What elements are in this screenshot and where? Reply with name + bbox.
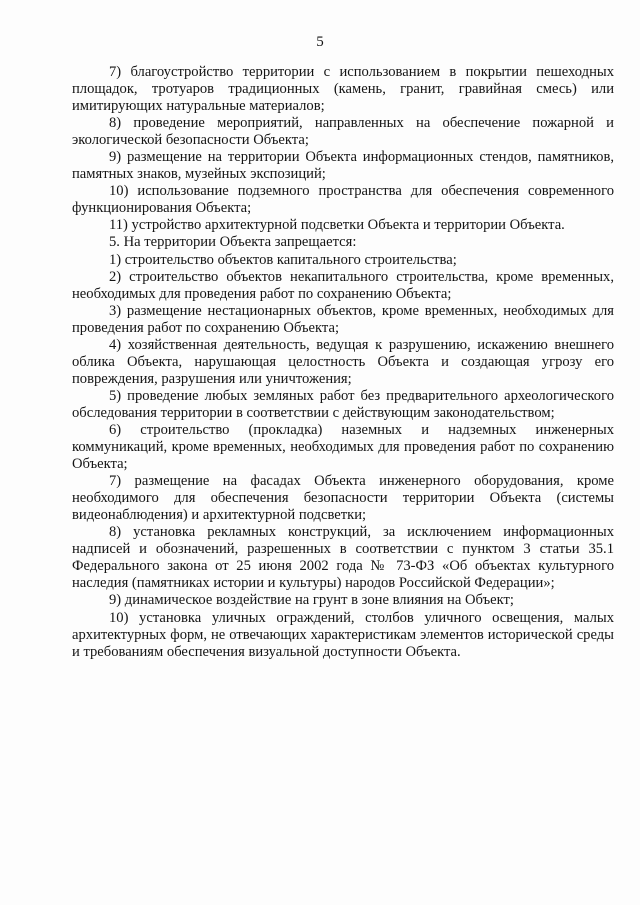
document-body (72, 64, 614, 661)
paragraph-capital-construction: 1) строительство объектов капитального строительства; (109, 251, 457, 268)
paragraph-advertising-structures: 8) установка рекламных конструкций, за исключением информационных надписей и обозначений, разрешенных в соответствии с пунктом 3 статьи 35.1 Федерального закона от 25 июня 2002 года № 73-ФЗ «Об объектах культурного наследия (памятниках истории и культуры) народов Российской Федерации»; (72, 524, 614, 592)
paragraph-earthworks: 5) проведение любых земляных работ без предварительного археологического обследования территории в соответствии с действующим законодательством; (72, 387, 614, 421)
paragraph-improvement-paving: 7) благоустройство территории с использованием в покрытии пешеходных площадок, тротуаров традиционных (камень, гранит, гравийная смесь) или имитирующих натуральные материалов; (72, 64, 614, 115)
paragraph-non-capital-construction: 2) строительство объектов некапитального строительства, кроме временных, необходимых для проведения работ по сохранению Объекта; (72, 268, 614, 302)
paragraph-architectural-lighting: 11) устройство архитектурной подсветки Объекта и территории Объекта. (109, 217, 565, 234)
paragraph-info-stands: 9) размещение на территории Объекта информационных стендов, памятников, памятных знаков, музейных экспозиций; (72, 149, 614, 183)
paragraph-economic-activity: 4) хозяйственная деятельность, ведущая к разрушению, искажению внешнего облика Объекта, нарушающая целостность Объекта и создающая угрозу его повреждения, разрушения или уничтожения; (72, 336, 614, 387)
paragraph-non-stationary-objects: 3) размещение нестационарных объектов, кроме временных, необходимых для проведения работ по сохранению Объекта; (72, 302, 614, 336)
paragraph-dynamic-impact: 9) динамическое воздействие на грунт в зоне влияния на Объект; (109, 592, 514, 609)
page-number: 5 (316, 34, 324, 50)
paragraph-street-fences: 10) установка уличных ограждений, столбов уличного освещения, малых архитектурных форм, не отвечающих характеристикам элементов исторической среды и требованиям обеспечения визуальной доступности Объекта. (72, 609, 614, 660)
paragraph-underground-space: 10) использование подземного пространства для обеспечения современного функционирования Объекта; (72, 183, 614, 217)
paragraph-facade-equipment: 7) размещение на фасадах Объекта инженерного оборудования, кроме необходимого для обеспечения безопасности территории Объекта (системы видеонаблюдения) и архитектурной подсветки; (72, 473, 614, 524)
paragraph-engineering-communications: 6) строительство (прокладка) наземных и надземных инженерных коммуникаций, кроме временных, необходимых для проведения работ по сохранению Объекта; (72, 421, 614, 473)
section-heading-prohibited: 5. На территории Объекта запрещается: (109, 234, 357, 251)
paragraph-fire-safety: 8) проведение мероприятий, направленных на обеспечение пожарной и экологической безопасности Объекта; (72, 115, 614, 149)
